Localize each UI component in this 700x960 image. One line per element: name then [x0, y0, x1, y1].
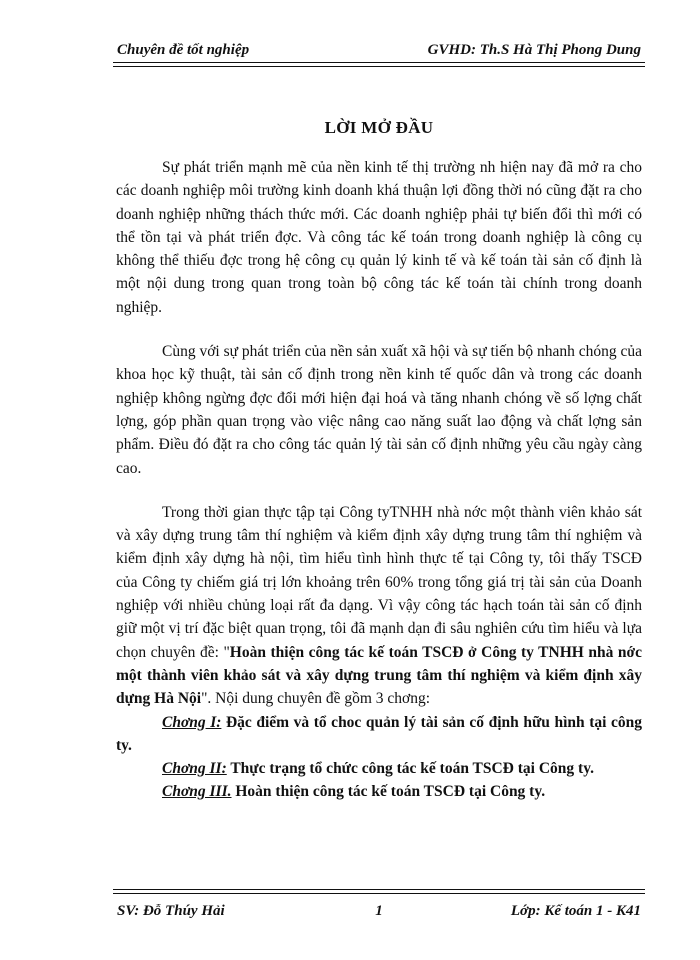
page-header: [113, 42, 645, 64]
page-footer: [113, 903, 645, 925]
header-rule: [113, 62, 645, 63]
footer-rule-thin: [113, 889, 645, 890]
chapter-1-tag: Chơng I:: [162, 713, 222, 731]
paragraph-1: Sự phát triển mạnh mẽ của nền kinh tế thị trường nh hiện nay đã mở ra cho các doanh nghiệp môi trường kinh doanh khá thuận lợi đồng thời nó cũng đặt ra cho doanh nghiệp những thách thức mới. Các doanh nghiệp phải tự biến đổi thì mới có thể tồn tại và phát triển đợc. Và công tác kế toán trong doanh nghiệp là công cụ không thể thiếu đợc trong hệ công cụ quản lý kinh tế và kế toán tài sản cố định là một nội dung trong quan trong toàn bộ công tác kế toán tài chính trong doanh nghiệp.: [116, 159, 642, 316]
header-rule-thin: [113, 66, 645, 67]
page-title: LỜI MỞ ĐẦU: [324, 118, 434, 137]
paragraph-3-text: Trong thời gian thực tập tại Công tyTNHH nhà nớc một thành viên khảo sát và xây dựng trung tâm thí nghiệm và kiểm định xây dựng trung tâm thí nghiệm và kiểm định xây dựng hà nội, tìm hiểu tình hình thực tế tại Công ty, tôi thấy TSCĐ của Công ty chiếm giá trị lớn khoảng trên 60% trong tổng giá trị tài sản của Doanh nghiệp với nhiều chủng loại rất đa dạng. Vì vậy công tác hạch toán tài sản cố định giữ một vị trí đặc biệt quan trọng, tôi đã mạnh dạn đi sâu nghiên cứu tìm hiểu và lựa chọn chuyên đề: ": [116, 503, 642, 661]
paragraph-3-ending: ". Nội dung chuyên đề gồm 3 chơng:: [201, 690, 431, 708]
paragraph-3: [116, 501, 642, 711]
chapter-1-text: Đặc điểm và tổ choc quản lý tài sản cố định hữu hình tại công ty.: [116, 713, 642, 754]
footer-student: SV: Đỗ Thúy Hải: [117, 903, 225, 919]
footer-rule: [113, 893, 645, 894]
header-right-text: GVHD: Th.S Hà Thị Phong Dung: [427, 42, 641, 58]
header-left-text: Chuyên đề tốt nghiệp: [117, 42, 250, 58]
chapter-3-text: Hoàn thiện công tác kế toán TSCĐ tại Công ty.: [231, 783, 546, 801]
chapter-2: [116, 757, 642, 780]
chapter-2-tag: Chơng II:: [162, 760, 227, 778]
chapter-3: [116, 780, 642, 803]
chapter-1: [116, 711, 642, 758]
paragraph-2: Cùng với sự phát triển của nền sản xuất xã hội và sự tiến bộ nhanh chóng của khoa học kỹ thuật, tài sản cố định trong nền kinh tế quốc dân và trong các doanh nghiệp không ngừng đợc đổi mới hiện đại hoá và tăng nhanh chóng về số lợng chất lợng, góp phần quan trọng vào việc nâng cao năng suất lao động và chất lợng sản phẩm. Điều đó đặt ra cho công tác quản lý tài sản cố định những yêu cầu ngày càng cao.: [116, 343, 642, 477]
page-number: 1: [375, 903, 383, 919]
chapter-2-text: Thực trạng tổ chức công tác kế toán TSCĐ tại Công ty.: [226, 760, 594, 778]
thesis-title: Hoàn thiện công tác kế toán TSCĐ ở Công ty TNHH nhà nớc một thành viên khảo sát và xây dựng trung tâm thí nghiệm và kiểm định xây dựng Hà Nội: [116, 643, 642, 708]
document-body: [116, 156, 642, 804]
chapter-3-tag: Chơng III.: [162, 783, 232, 801]
footer-class: Lớp: Kế toán 1 - K41: [510, 903, 641, 919]
